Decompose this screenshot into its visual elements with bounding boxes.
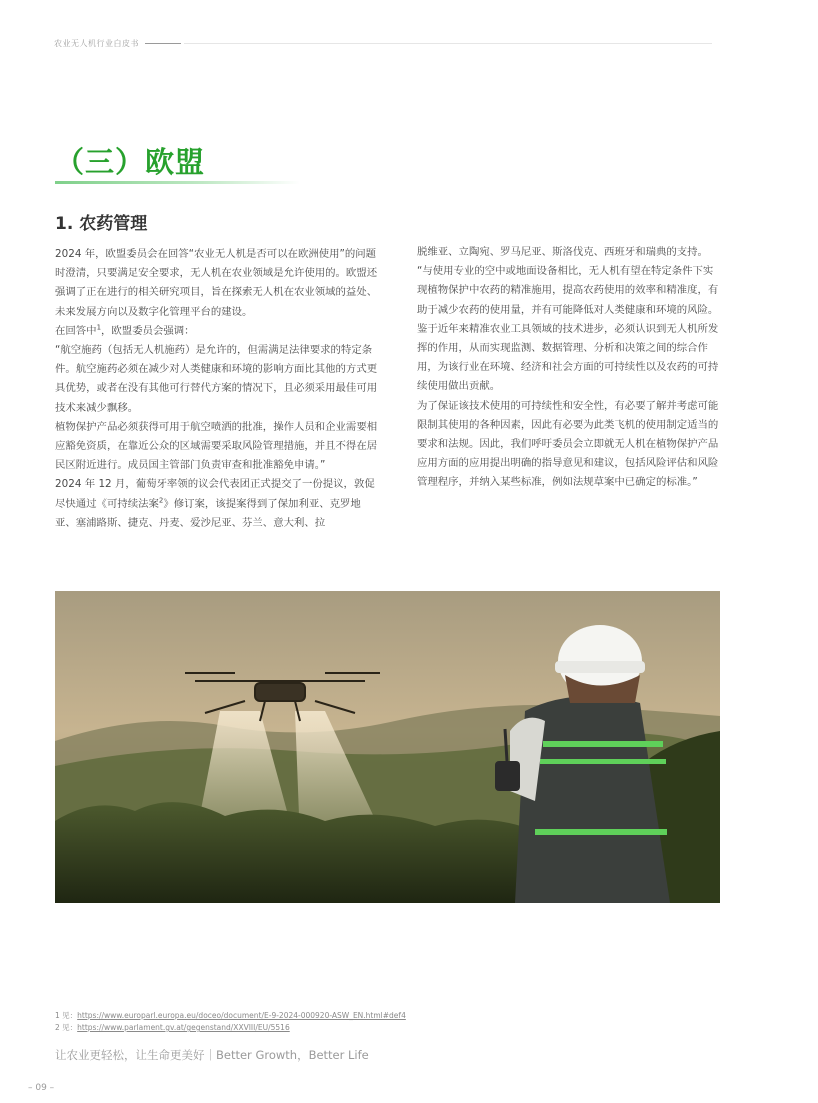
paragraph: 为了保证该技术使用的可持续性和安全性，有必要了解并考虑可能限制其使用的各种因素，因此有必要为此类飞机的使用制定适当的要求和法规。因此，我们呼吁委员会立即就无人机在植物保护产品应用方面的应用提出明确的指导意见和建议，包括风险评估和风险管理程序，并纳入某些标准，例如法规草案中已确定的标准。” — [417, 399, 719, 489]
footnote-ref-1[interactable]: 1 — [96, 323, 102, 332]
paragraph: 在回答中$^1$，欧盟委员会强调： — [55, 323, 195, 337]
drone-spraying-photo — [55, 591, 720, 903]
footnote-2: 2 见：https://www.parlament.gv.at/gegenstand/XXVIII/EU/5516 — [55, 1023, 290, 1032]
right-text-column — [417, 243, 723, 493]
footnote-link-2[interactable]: https://www.parlament.gv.at/gegenstand/XXVIII/EU/5516 — [77, 1023, 290, 1032]
quote-paragraph: “与使用专业的空中或地面设备相比，无人机有望在特定条件下实现植物保护中农药的精准施用，提高农药使用的效率和精准度，有助于减少农药的使用量，并有可能降低对人类健康和环境的风险。 — [417, 265, 719, 316]
document-title: 农业无人机行业白皮书 — [54, 39, 139, 48]
footer-slogan: 让农业更轻松，让生命更美好｜Better Growth，Better Life — [55, 1048, 369, 1062]
header-rule-dark — [145, 43, 181, 44]
quote-paragraph: “航空施药（包括无人机施药）是允许的，但需满足法律要求的特定条件。航空施药必须在减少对人类健康和环境的影响方面比其他的方式更具优势，或者在没有其他可行替代方案的情况下，且必须采用最佳可用技术来减少飘移。 — [55, 344, 378, 414]
subsection-title: 1. 农药管理 — [55, 214, 148, 234]
paragraph: 2024 年，欧盟委员会在回答“农业无人机是否可以在欧洲使用”的问题时澄清，只要满足安全要求，无人机在农业领域是允许使用的。欧盟还强调了正在进行的相关研究项目，旨在探索无人机在农业领域的益处、未来发展方向以及数字化管理平台的建设。 — [55, 248, 378, 318]
section-title: （三）欧盟 — [55, 145, 206, 179]
left-text-column — [55, 245, 381, 533]
header-rule-light — [184, 43, 712, 44]
paragraph: 脱维亚、立陶宛、罗马尼亚、斯洛伐克、西班牙和瑞典的支持。 — [417, 246, 708, 258]
section-title-underline — [55, 181, 300, 184]
paragraph: 鉴于近年来精准农业工具领域的技术进步，必须认识到无人机所发挥的作用，从而实现监测、数据管理、分析和决策之间的综合作用，为该行业在环境、经济和社会方面的可持续性以及农药的可持续使用做出贡献。 — [417, 322, 719, 393]
page-number: – 09 – — [28, 1083, 55, 1093]
paragraph: 植物保护产品必须获得可用于航空喷洒的批准，操作人员和企业需要相应豁免资质，在靠近公众的区域需要采取风险管理措施，并且不得在居民区附近进行。成员国主管部门负责审查和批准豁免申请。” — [55, 420, 378, 472]
running-header — [54, 38, 181, 49]
footnote-ref-2[interactable]: 2 — [158, 496, 164, 505]
footnote-1: 1 见：https://www.europarl.europa.eu/doceo/document/E-9-2024-000920-ASW_EN.html#def4 — [55, 1011, 406, 1020]
footnote-link-1[interactable]: https://www.europarl.europa.eu/doceo/document/E-9-2024-000920-ASW_EN.html#def4 — [77, 1011, 406, 1020]
paragraph: 2024 年 12 月，葡萄牙率领的议会代表团正式提交了一份提议，敦促尽快通过《可持续法案$^2$》修订案，该提案得到了保加利亚、克罗地亚、塞浦路斯、捷克、丹麦、爱沙尼亚、芬兰、意大利、拉 — [55, 478, 375, 529]
